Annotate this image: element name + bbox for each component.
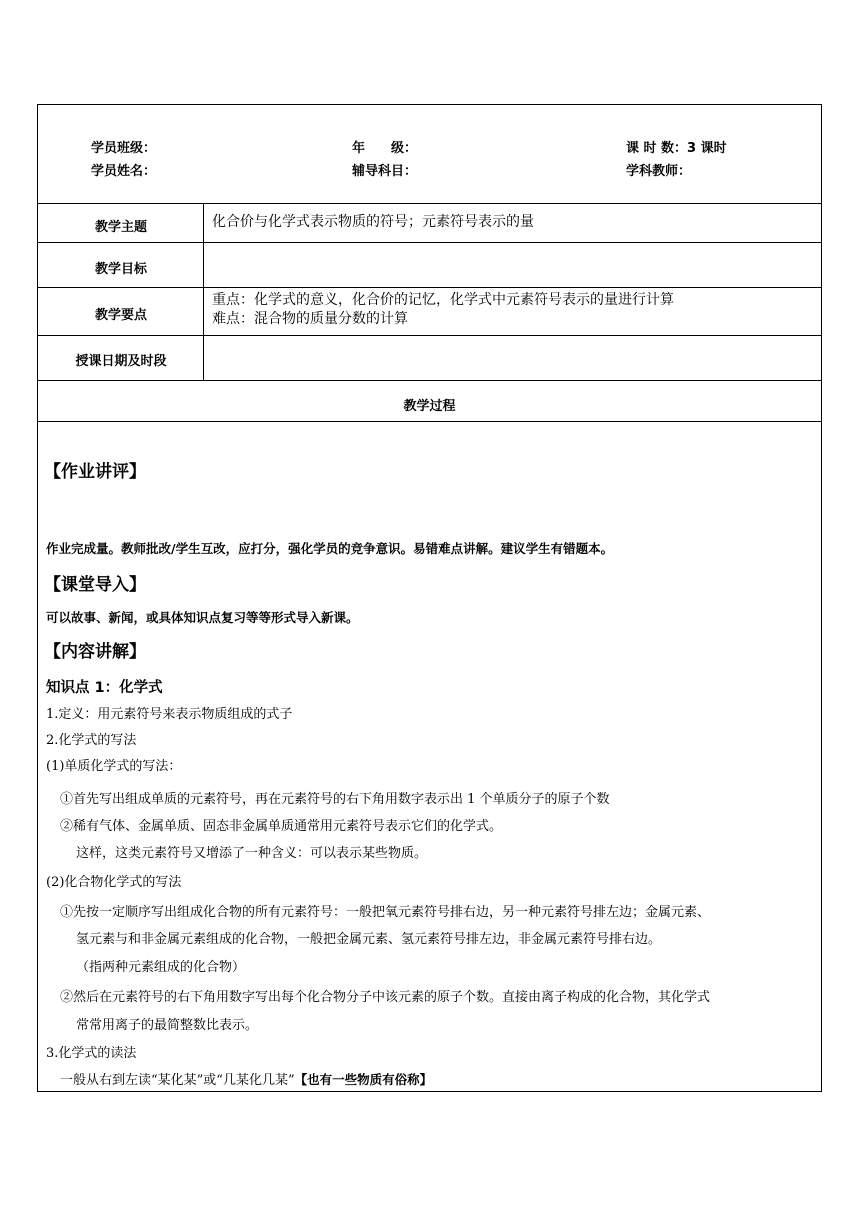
row-label-topic: 教学主题 bbox=[94, 220, 147, 235]
process-title: 教学过程 bbox=[403, 399, 456, 414]
student-name-label: 学员姓名： bbox=[91, 164, 157, 179]
compound-rule-1c: （指两种元素组成的化合物） bbox=[76, 960, 246, 975]
compound-writing-heading: (2)化合物化学式的写法 bbox=[46, 875, 182, 890]
grade-label: 年 级： bbox=[352, 141, 418, 156]
divider bbox=[38, 335, 821, 336]
compound-rule-1b: 氢元素与和非金属元素组成的化合物，一般把金属元素、氢元素符号排左边，非金属元素符号排右边。 bbox=[76, 932, 662, 947]
knowledge-point-title: 知识点 1：化学式 bbox=[46, 680, 163, 696]
row-label-goal: 教学目标 bbox=[94, 262, 147, 277]
row-label-date: 授课日期及时段 bbox=[75, 354, 167, 369]
compound-rule-2b: 常常用离子的最简整数比表示。 bbox=[76, 1018, 259, 1033]
element-writing-heading: (1)单质化学式的写法： bbox=[46, 759, 182, 774]
explain-title: 【内容讲解】 bbox=[44, 642, 146, 662]
homework-title: 【作业讲评】 bbox=[44, 462, 146, 482]
reading-heading: 3.化学式的读法 bbox=[46, 1046, 137, 1061]
homework-text: 作业完成量。教师批改/学生互改，应打分，强化学员的竞争意识。易错难点讲解。建议学生有错题本。 bbox=[46, 541, 614, 556]
element-rule-1: ①首先写出组成单质的元素符号，再在元素符号的右下角用数字表示出 1 个单质分子的原子个数 bbox=[60, 792, 610, 807]
divider bbox=[38, 421, 821, 422]
subject-label: 辅导科目： bbox=[352, 164, 418, 179]
divider bbox=[38, 380, 821, 381]
class-label: 学员班级： bbox=[91, 141, 157, 156]
teacher-label: 学科教师： bbox=[626, 164, 692, 179]
row-value-topic: 化合价与化学式表示物质的符号；元素符号表示的量 bbox=[212, 214, 534, 230]
intro-text: 可以故事、新闻，或具体知识点复习等等形式导入新课。 bbox=[46, 610, 359, 625]
intro-title: 【课堂导入】 bbox=[44, 575, 146, 595]
reading-line bbox=[60, 1069, 432, 1088]
row-value-keypoint: 重点：化学式的意义，化合价的记忆，化学式中元素符号表示的量进行计算 bbox=[212, 292, 674, 308]
definition-line: 1.定义：用元素符号来表示物质组成的式子 bbox=[46, 707, 293, 722]
divider bbox=[38, 287, 821, 288]
lesson-plan-table bbox=[37, 104, 822, 1092]
divider bbox=[38, 203, 821, 204]
compound-rule-2a: ②然后在元素符号的右下角用数字写出每个化合物分子中该元素的原子个数。直接由离子构成的化合物，其化学式 bbox=[60, 990, 711, 1005]
reading-note: 【也有一些物质有俗称】 bbox=[294, 1072, 433, 1087]
row-value-difficulty: 难点：混合物的质量分数的计算 bbox=[212, 311, 408, 327]
element-rule-note: 这样，这类元素符号又增添了一种含义：可以表示某些物质。 bbox=[76, 846, 428, 861]
writing-heading: 2.化学式的写法 bbox=[46, 733, 137, 748]
divider bbox=[38, 242, 821, 243]
hours-label: 课 时 数：3 课时 bbox=[626, 141, 727, 156]
compound-rule-1a: ①先按一定顺序写出组成化合物的所有元素符号：一般把氧元素符号排右边，另一种元素符号排左边；金属元素、 bbox=[60, 905, 711, 920]
element-rule-2: ②稀有气体、金属单质、固态非金属单质通常用元素符号表示它们的化学式。 bbox=[60, 819, 503, 834]
reading-text: 一般从右到左读“某化某”或“几某化几某” bbox=[60, 1073, 295, 1088]
row-label-keypoints: 教学要点 bbox=[94, 308, 147, 323]
